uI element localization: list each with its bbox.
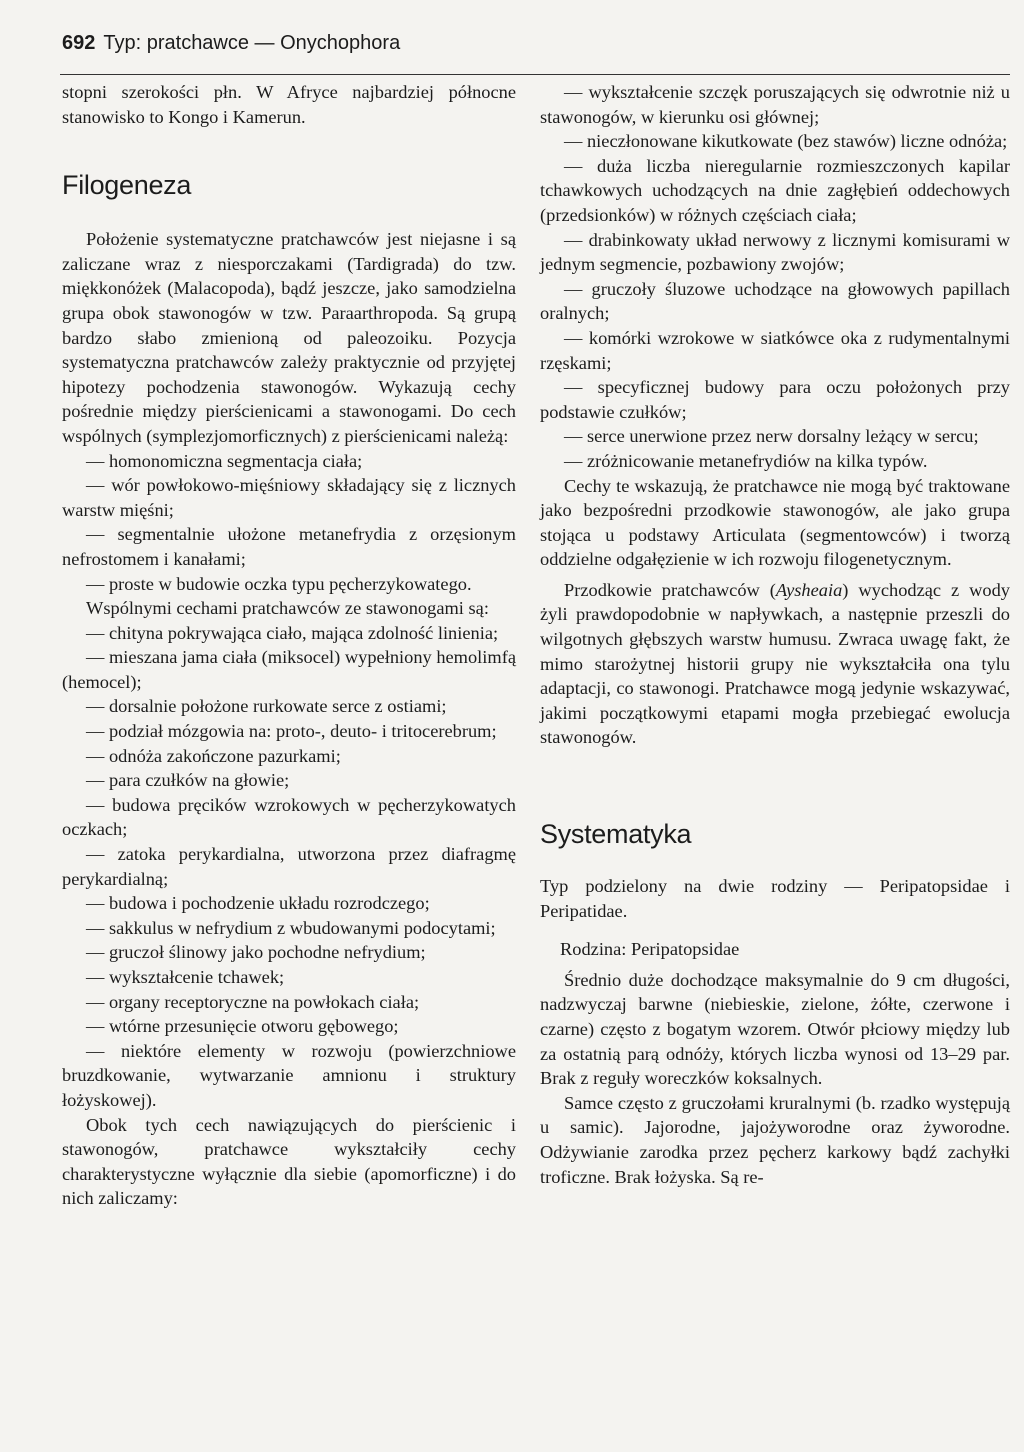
list-item: — budowa pręcików wzrokowych w pęcherzykowatych oczkach;: [62, 794, 516, 840]
list-item: — komórki wzrokowe w siatkówce oka z rudymentalnymi rzęskami;: [540, 327, 1010, 373]
list-item: — drabinkowaty układ nerwowy z licznymi komisurami w jednym segmencie, pozbawiony zwojów;: [540, 229, 1010, 275]
page-number: 692: [62, 32, 96, 54]
list-item: — wtórne przesunięcie otworu gębowego;: [86, 1016, 399, 1037]
list-item: — para czułków na głowie;: [86, 770, 290, 791]
paragraph-position: Położenie systematyczne pratchawców jest niejasne i są zaliczane wraz z niesporczakami (Tardigrada) do tzw. miękkonóżek (Malacopoda), bądź jeszcze, jako samodzielna grupa obok stawonogów w tzw. Paraarthropoda. Są grupą bardzo słabo zmienioną od paleozoiku. Pozycja systematyczna pratchawców zależy praktycznie od przyjętej hipotezy pochodzenia stawonogów. Wykazują cechy pośrednie między pierścienicami a stawonogami. Do cech wspólnych (symplezjomorficznych) z pierścienicami należą:: [62, 229, 516, 446]
paragraph-reproduction: Samce często z gruczołami kruralnymi (b. rzadko występują u samic). Jajorodne, jajożyworodne oraz żyworodne. Odżywianie zarodka przez pęcherz karkowy bądź zachyłki troficzne. Brak łożyska. Są re-: [540, 1092, 1010, 1187]
running-title: Typ: pratchawce — Onychophora: [103, 32, 401, 54]
list-item: — gruczoł ślinowy jako pochodne nefrydium;: [86, 942, 426, 963]
list-item: — serce unerwione przez nerw dorsalny leżący w sercu;: [564, 426, 979, 447]
paragraph-shared-traits: Wspólnymi cechami pratchawców ze stawonogami są:: [86, 598, 489, 619]
list-item: — niektóre elementy w rozwoju (powierzchniowe bruzdkowanie, wytwarzanie amnionu i struktury łożyskowej).: [62, 1040, 516, 1110]
heading-systematics: Systematyka: [540, 819, 692, 850]
apomorphies-list: [540, 80, 1010, 474]
paragraph-families: Typ podzielony na dwie rodziny — Peripatopsidae i Peripatidae.: [540, 876, 1010, 921]
family-label: Rodzina: Peripatopsidae: [560, 939, 740, 960]
ancestors-text-rest: ) wychodząc z wody żyli prawdopodobnie w napływkach, a następnie przeszli do wilgotnych głębszych warstw humusu. Zwraca uwagę fakt, że mimo starożytnej historii grupy nie wykształciła ona tylu adaptacji, co stawonogi. Pratchawce mogą jedynie wskazywać, jakimi początkowymi etapami mogła przebiegać ewolucja stawonogów.: [540, 579, 1010, 748]
intro-paragraph: stopni szerokości płn. W Afryce najbardziej północne stanowisko to Kongo i Kamerun.: [62, 82, 516, 127]
list-item: — sakkulus w nefrydium z wbudowanymi podocytami;: [86, 917, 496, 938]
heading-phylogeny: Filogeneza: [62, 170, 192, 201]
list-item: — homonomiczna segmentacja ciała;: [86, 450, 363, 471]
taxon-aysheaia: Aysheaia: [775, 579, 843, 600]
list-item: — podział mózgowia na: proto-, deuto- i tritocerebrum;: [86, 721, 497, 742]
arthropod-traits-list: [62, 621, 516, 1113]
list-item: — gruczoły śluzowe uchodzące na głowowych papillach oralnych;: [540, 278, 1010, 324]
list-item: — zatoka perykardialna, utworzona przez diafragmę perykardialną;: [62, 844, 516, 889]
running-header: [62, 32, 400, 55]
paragraph-family-description: Średnio duże dochodzące maksymalnie do 9 cm długości, nadzwyczaj barwne (niebieskie, zielone, żółte, czerwone i czarne) często z bogatym wzorem. Otwór płciowy między lub za ostatnią parą odnóży, których liczba wynosi od 13–29 par. Brak z reguły woreczków koksalnych.: [540, 969, 1010, 1089]
list-item: — nieczłonowane kikutkowate (bez stawów) liczne odnóża;: [564, 131, 1008, 152]
list-item: — specyficznej budowy para oczu położonych przy podstawie czułków;: [540, 377, 1010, 422]
header-rule: [60, 74, 1010, 75]
list-item: — zróżnicowanie metanefrydiów na kilka typów.: [564, 450, 928, 471]
list-item: — mieszana jama ciała (miksocel) wypełniony hemolimfą (hemocel);: [62, 647, 516, 692]
right-column: [540, 80, 1010, 1189]
paragraph-conclusion: Cechy te wskazują, że pratchawce nie mogą być traktowane jako bezpośredni przodkowie stawonogów, ale jako grupa stojąca u podstawy Articulata (segmentowców) i tworzą oddzielne odgałęzienie w ich rozwoju filogenetycznym.: [540, 475, 1010, 570]
list-item: — wykształcenie tchawek;: [86, 967, 285, 987]
list-item: — budowa i pochodzenie układu rozrodczego;: [86, 893, 430, 914]
ancestors-text-start: Przodkowie pratchawców (: [564, 579, 776, 600]
list-item: — odnóża zakończone pazurkami;: [86, 745, 341, 766]
list-item: — organy receptoryczne na powłokach ciała;: [86, 991, 420, 1012]
list-item: — duża liczba nieregularnie rozmieszczonych kapilar tchawkowych uchodzących na dnie zagłębień oddechowych (przedsionków) w różnych częściach ciała;: [540, 155, 1010, 225]
list-item: — dorsalnie położone rurkowate serce z ostiami;: [86, 696, 447, 717]
left-column: [62, 80, 516, 1211]
list-item: — proste w budowie oczka typu pęcherzykowatego.: [86, 573, 472, 594]
paragraph-ancestors: [540, 578, 1010, 750]
list-item: — segmentalnie ułożone metanefrydia z orzęsionym nefrostomem i kanałami;: [62, 524, 516, 569]
paragraph-apomorphies-intro: Obok tych cech nawiązujących do pierścienic i stawonogów, pratchawce wykształciły cechy charakterystyczne wyłącznie dla siebie (apomorficzne) i do nich zaliczamy:: [62, 1114, 516, 1209]
list-item: — chityna pokrywająca ciało, mająca zdolność linienia;: [86, 622, 499, 643]
annelid-traits-list: [62, 449, 516, 597]
list-item: — wykształcenie szczęk poruszających się odwrotnie niż u stawonogów, w kierunku osi głównej;: [540, 82, 1010, 127]
list-item: — wór powłokowo-mięśniowy składający się z licznych warstw mięśni;: [62, 475, 516, 520]
